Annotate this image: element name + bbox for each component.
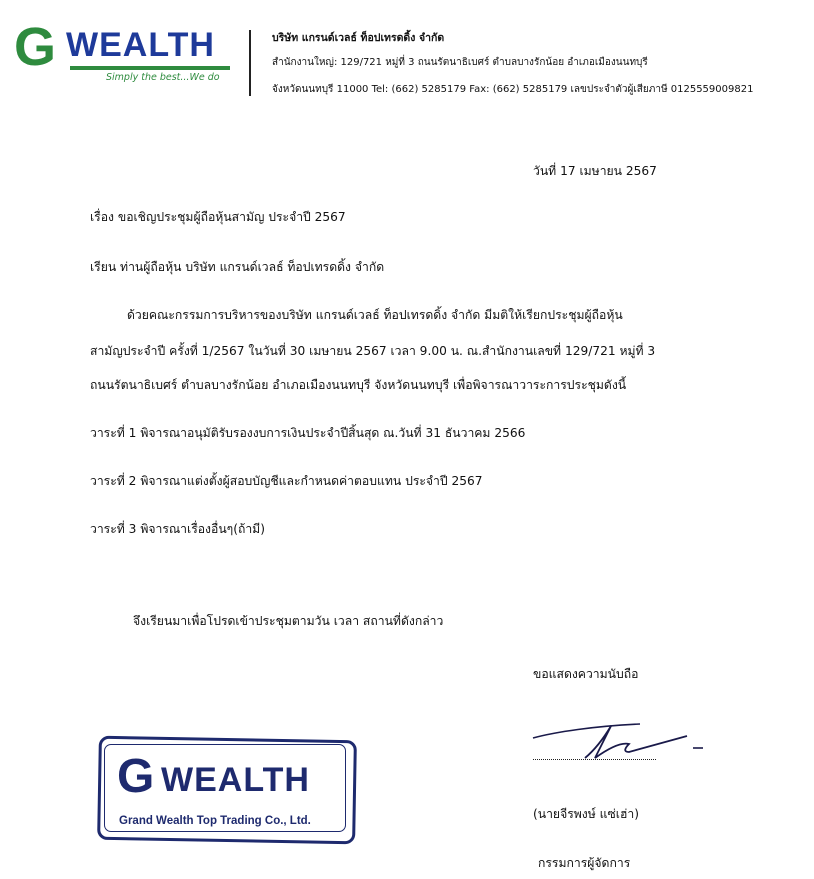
company-address-line-2: จังหวัดนนทบุรี 11000 Tel: (662) 5285179 Fax: (662) 5285179 เลขประจำตัวผู้เสียภาษี 0125559009821	[272, 84, 754, 95]
signer-name: (นายจีรพงษ์ แซ่เฮ่า)	[533, 807, 639, 821]
letter-date: วันที่ 17 เมษายน 2567	[533, 164, 657, 178]
signature-line	[533, 759, 656, 760]
logo-underline	[70, 66, 230, 70]
letter-subject: เรื่อง ขอเชิญประชุมผู้ถือหุ้นสามัญ ประจำปี 2567	[90, 210, 346, 224]
body-paragraph-line-1: ด้วยคณะกรรมการบริหารของบริษัท แกรนด์เวลธ์ ท็อปเทรดดิ้ง จำกัด มีมติให้เรียกประชุมผู้ถือหุ้น	[127, 308, 623, 322]
agenda-item-1: วาระที่ 1 พิจารณาอนุมัติรับรองงบการเงินประจำปีสิ้นสุด ณ.วันที่ 31 ธันวาคม 2566	[90, 426, 526, 440]
closing-request: จึงเรียนมาเพื่อโปรดเข้าประชุมตามวัน เวลา สถานที่ดังกล่าว	[133, 614, 444, 628]
body-paragraph-line-3: ถนนรัตนาธิเบศร์ ตำบลบางรักน้อย อำเภอเมืองนนทบุรี จังหวัดนนทบุรี เพื่อพิจารณาวาระการประชุมดังนี้	[90, 378, 627, 392]
company-name: บริษัท แกรนด์เวลธ์ ท็อปเทรดดิ้ง จำกัด	[272, 32, 445, 44]
letter-salutation: เรียน ท่านผู้ถือหุ้น บริษัท แกรนด์เวลธ์ ท็อปเทรดดิ้ง จำกัด	[90, 260, 385, 274]
agenda-item-3: วาระที่ 3 พิจารณาเรื่องอื่นๆ(ถ้ามี)	[90, 522, 265, 536]
logo-slogan: Simply the best...We do	[106, 72, 220, 83]
header-divider	[249, 30, 251, 96]
company-stamp	[98, 738, 358, 844]
stamp-company-name: Grand Wealth Top Trading Co., Ltd.	[119, 815, 311, 827]
signer-title: กรรมการผู้จัดการ	[538, 856, 631, 870]
body-paragraph-line-2: สามัญประจำปี ครั้งที่ 1/2567 ในวันที่ 30 เมษายน 2567 เวลา 9.00 น. ณ.สำนักงานเลขที่ 129/721 หมู่ที่ 3	[90, 344, 656, 358]
company-logo	[14, 17, 234, 88]
stamp-inner-border	[104, 744, 346, 832]
logo-wordmark: WEALTH	[66, 26, 215, 64]
regards: ขอแสดงความนับถือ	[533, 667, 639, 681]
company-address-line-1: สำนักงานใหญ่: 129/721 หมู่ที่ 3 ถนนรัตนาธิเบศร์ ตำบลบางรักน้อย อำเภอเมืองนนทบุรี	[272, 57, 648, 68]
handwritten-signature	[525, 718, 715, 763]
stamp-wordmark: WEALTH	[161, 761, 310, 799]
logo-letter-g: G	[14, 17, 56, 77]
agenda-item-2: วาระที่ 2 พิจารณาแต่งตั้งผู้สอบบัญชีและกำหนดค่าตอบแทน ประจำปี 2567	[90, 474, 483, 488]
stamp-letter-g: G	[117, 750, 155, 803]
